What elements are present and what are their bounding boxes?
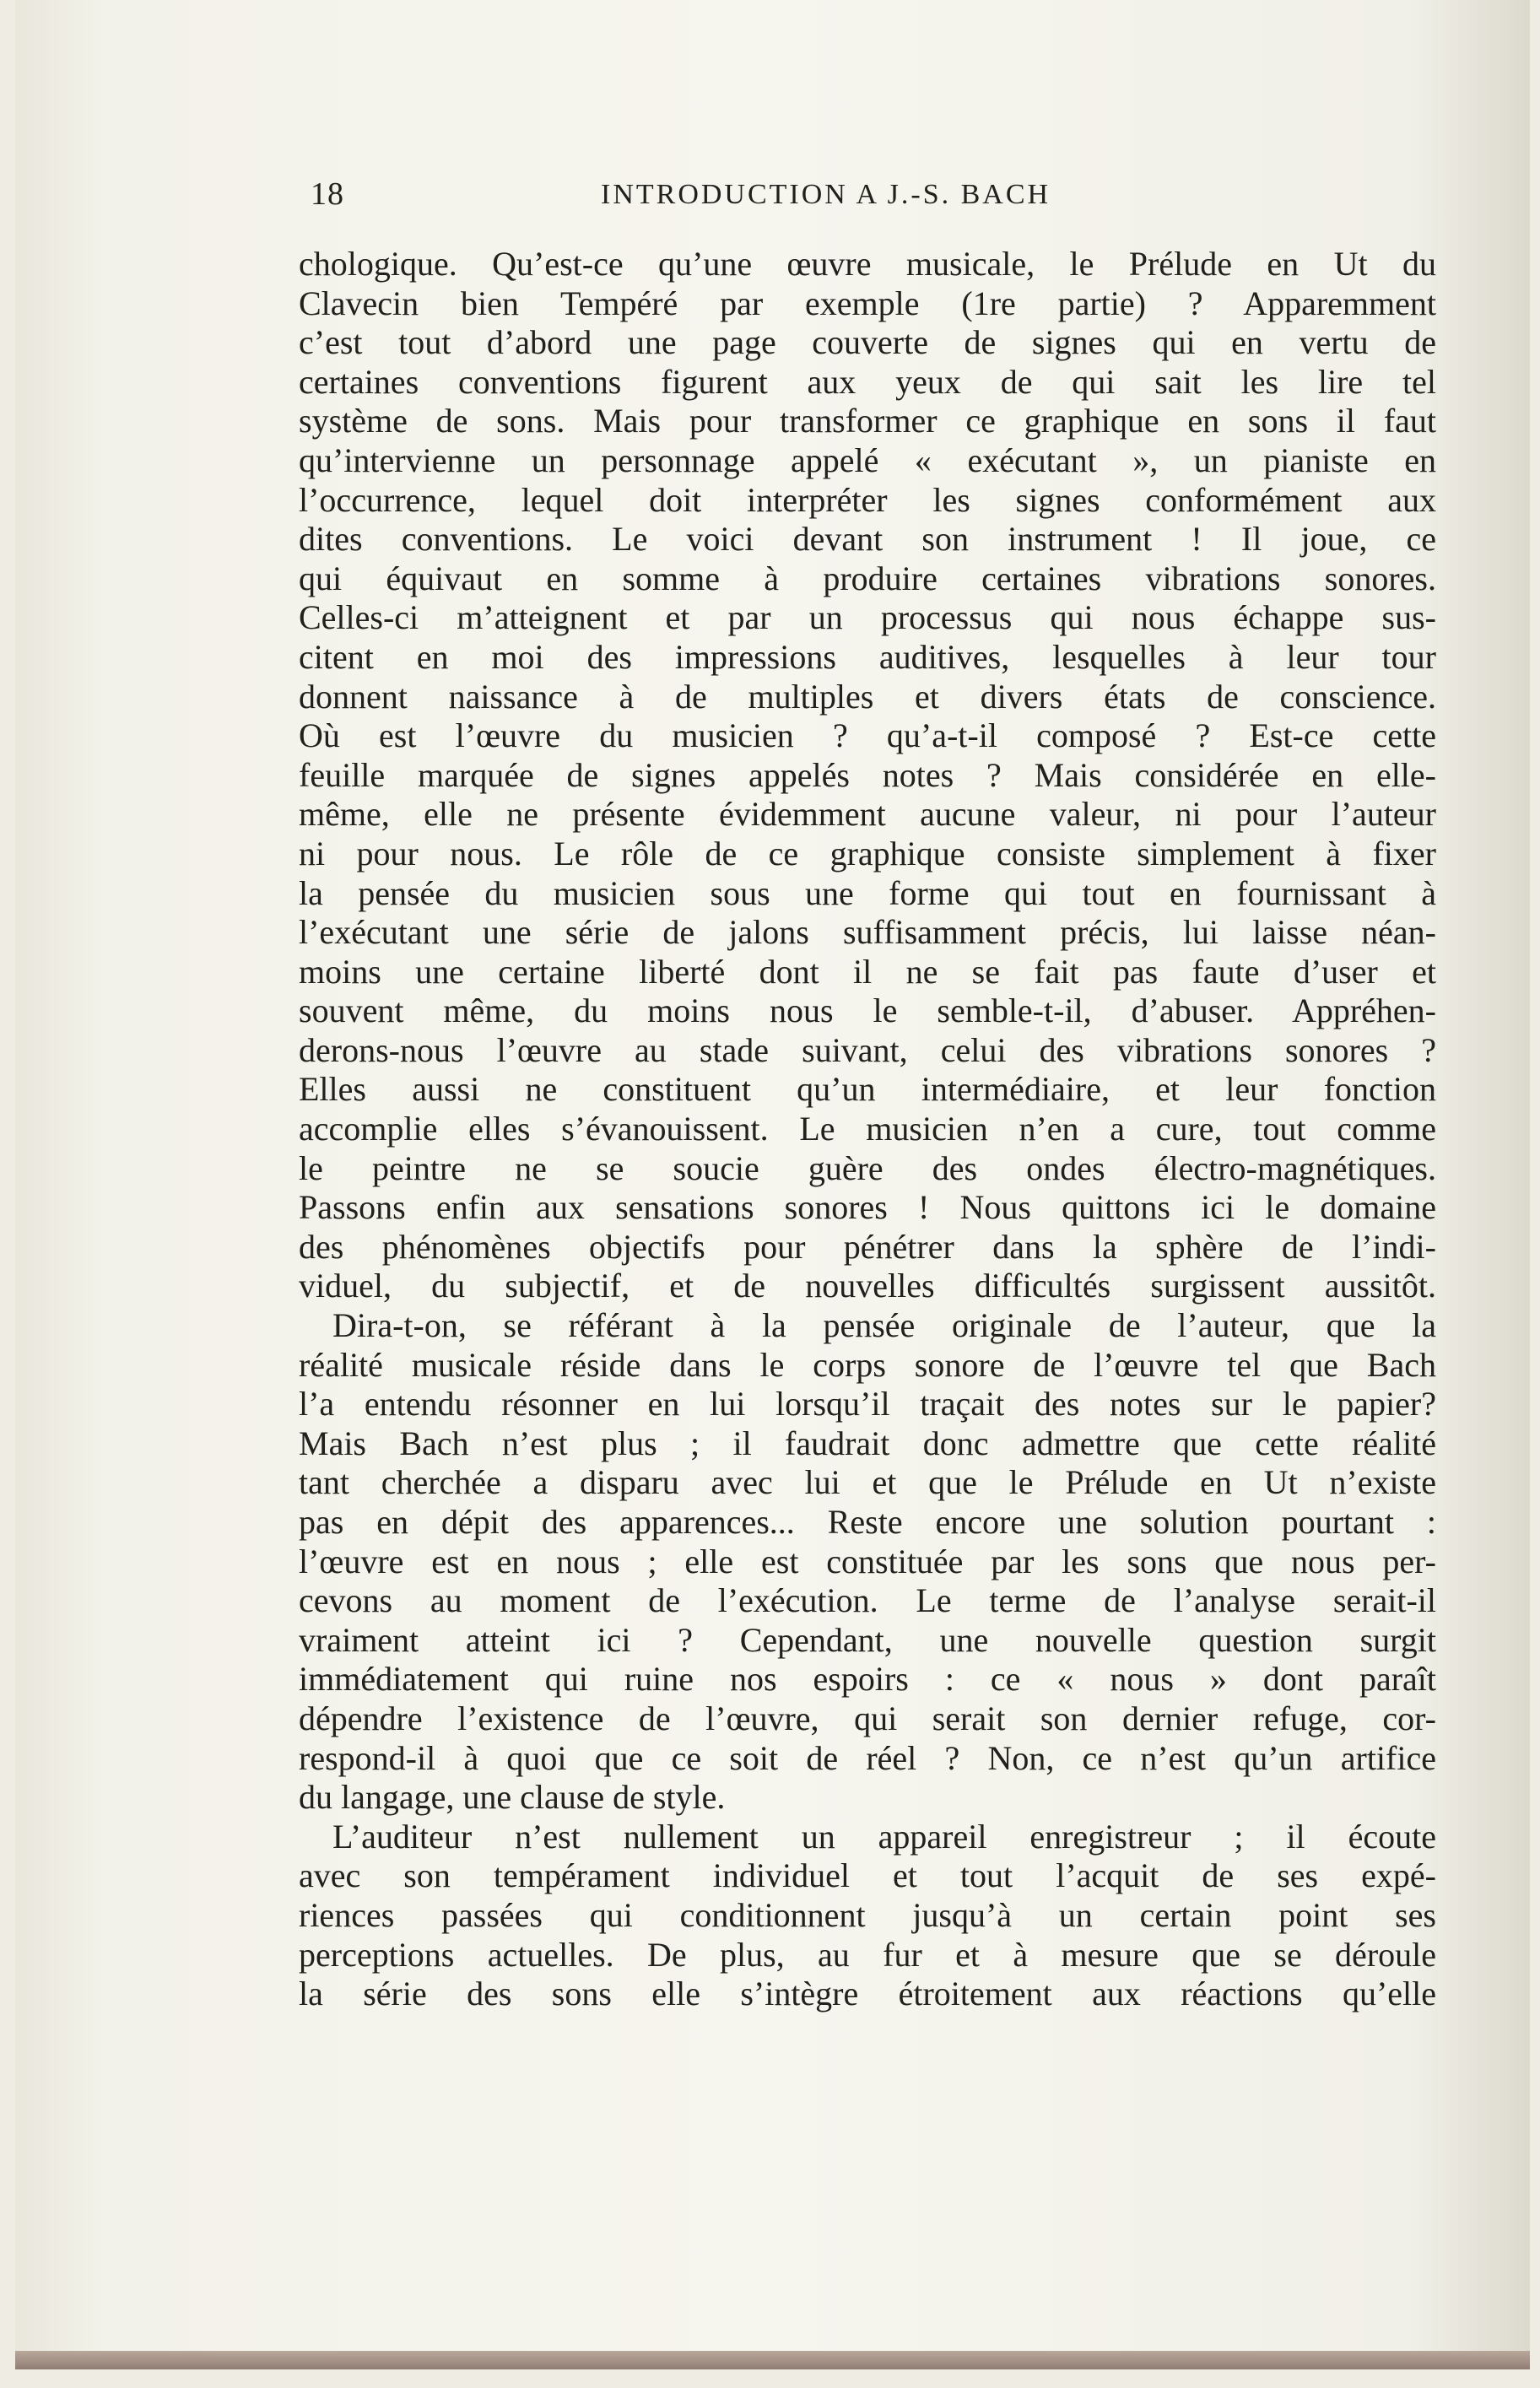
text-line: chologique. Qu’est-ce qu’une œuvre musicale, le Prélude en Ut du	[299, 245, 1436, 283]
text-line: immédiatement qui ruine nos espoirs : ce « nous » dont paraît	[299, 1660, 1436, 1699]
text-line: riences passées qui conditionnent jusqu’à un certain point ses	[299, 1895, 1436, 1934]
running-title: INTRODUCTION A J.-S. BACH	[601, 179, 1051, 210]
text-line: souvent même, du moins nous le semble-t-il, d’abuser. Appréhen-	[299, 991, 1436, 1030]
text-line: accomplie elles s’évanouissent. Le musicien n’en a cure, tout comme	[299, 1110, 1436, 1148]
text-line: citent en moi des impressions auditives, lesquelles à leur tour	[299, 637, 1436, 676]
page-bottom-edge	[15, 2351, 1530, 2369]
paragraph-3	[299, 1818, 1436, 2014]
text-line: des phénomènes objectifs pour pénétrer dans la sphère de l’indi-	[299, 1227, 1436, 1266]
text-line: Dira-t-on, se référant à la pensée originale de l’auteur, que la	[332, 1306, 1436, 1345]
text-line: pas en dépit des apparences... Reste encore une solution pourtant :	[299, 1503, 1436, 1541]
text-line: Celles-ci m’atteignent et par un processus qui nous échappe sus-	[299, 598, 1436, 637]
text-line: respond-il à quoi que ce soit de réel ? Non, ce n’est qu’un artifice	[299, 1738, 1436, 1777]
text-line: même, elle ne présente évidemment aucune valeur, ni pour l’auteur	[299, 795, 1436, 834]
text-line: c’est tout d’abord une page couverte de signes qui en vertu de	[299, 323, 1436, 362]
text-line: feuille marquée de signes appelés notes ? Mais considérée en elle-	[299, 755, 1436, 794]
text-line: Clavecin bien Tempéré par exemple (1re partie) ? Apparemment	[299, 284, 1436, 322]
text-line: le peintre ne se soucie guère des ondes électro-magnétiques.	[299, 1148, 1436, 1187]
paragraph-1	[299, 245, 1436, 1306]
text-line: l’a entendu résonner en lui lorsqu’il traçait des notes sur le papier?	[299, 1385, 1436, 1424]
text-line: Passons enfin aux sensations sonores ! Nous quittons ici le domaine	[299, 1188, 1436, 1227]
text-line: Où est l’œuvre du musicien ? qu’a-t-il composé ? Est-ce cette	[299, 716, 1436, 755]
text-line: du langage, une clause de style.	[299, 1778, 726, 1817]
paragraph-2	[299, 1306, 1436, 1818]
text-line: donnent naissance à de multiples et divers états de conscience.	[299, 677, 1436, 716]
text-line: système de sons. Mais pour transformer ce graphique en sons il faut	[299, 402, 1436, 440]
text-line: L’auditeur n’est nullement un appareil enregistreur ; il écoute	[332, 1817, 1436, 1856]
text-line: perceptions actuelles. De plus, au fur et à mesure que se déroule	[299, 1935, 1436, 1974]
text-line: qu’intervienne un personnage appelé « exécutant », un pianiste en	[299, 440, 1436, 479]
text-line: Mais Bach n’est plus ; il faudrait donc admettre que cette réalité	[299, 1424, 1436, 1462]
text-line: la série des sons elle s’intègre étroitement aux réactions qu’elle	[299, 1975, 1436, 2013]
text-line: l’œuvre est en nous ; elle est constituée par les sons que nous per-	[299, 1542, 1436, 1580]
text-line: moins une certaine liberté dont il ne se fait pas faute d’user et	[299, 952, 1436, 991]
text-line: réalité musicale réside dans le corps sonore de l’œuvre tel que Bach	[299, 1345, 1436, 1384]
text-line: dites conventions. Le voici devant son instrument ! Il joue, ce	[299, 520, 1436, 559]
text-line: qui équivaut en somme à produire certaines vibrations sonores.	[299, 559, 1436, 597]
text-line: tant cherchée a disparu avec lui et que le Prélude en Ut n’existe	[299, 1463, 1436, 1502]
book-page	[15, 0, 1530, 2369]
text-line: Elles aussi ne constituent qu’un intermédiaire, et leur fonction	[299, 1070, 1436, 1109]
page-header	[311, 176, 1437, 226]
text-line: avec son tempérament individuel et tout l’acquit de ses expé-	[299, 1856, 1436, 1895]
text-line: certaines conventions figurent aux yeux de qui sait les lire tel	[299, 362, 1436, 401]
page-number: 18	[311, 176, 344, 212]
text-line: la pensée du musicien sous une forme qui tout en fournissant à	[299, 873, 1436, 912]
text-line: dépendre l’existence de l’œuvre, qui serait son dernier refuge, cor-	[299, 1699, 1436, 1737]
body-text	[299, 245, 1436, 2014]
text-line: vraiment atteint ici ? Cependant, une nouvelle question surgit	[299, 1620, 1436, 1659]
text-line: l’exécutant une série de jalons suffisamment précis, lui laisse néan-	[299, 913, 1436, 952]
text-line: cevons au moment de l’exécution. Le terme de l’analyse serait-il	[299, 1581, 1436, 1620]
text-line: l’occurrence, lequel doit interpréter les signes conformément aux	[299, 480, 1436, 519]
text-line: derons-nous l’œuvre au stade suivant, celui des vibrations sonores ?	[299, 1030, 1436, 1069]
text-line: ni pour nous. Le rôle de ce graphique consiste simplement à fixer	[299, 834, 1436, 873]
text-line: viduel, du subjectif, et de nouvelles difficultés surgissent aussitôt.	[299, 1267, 1436, 1305]
